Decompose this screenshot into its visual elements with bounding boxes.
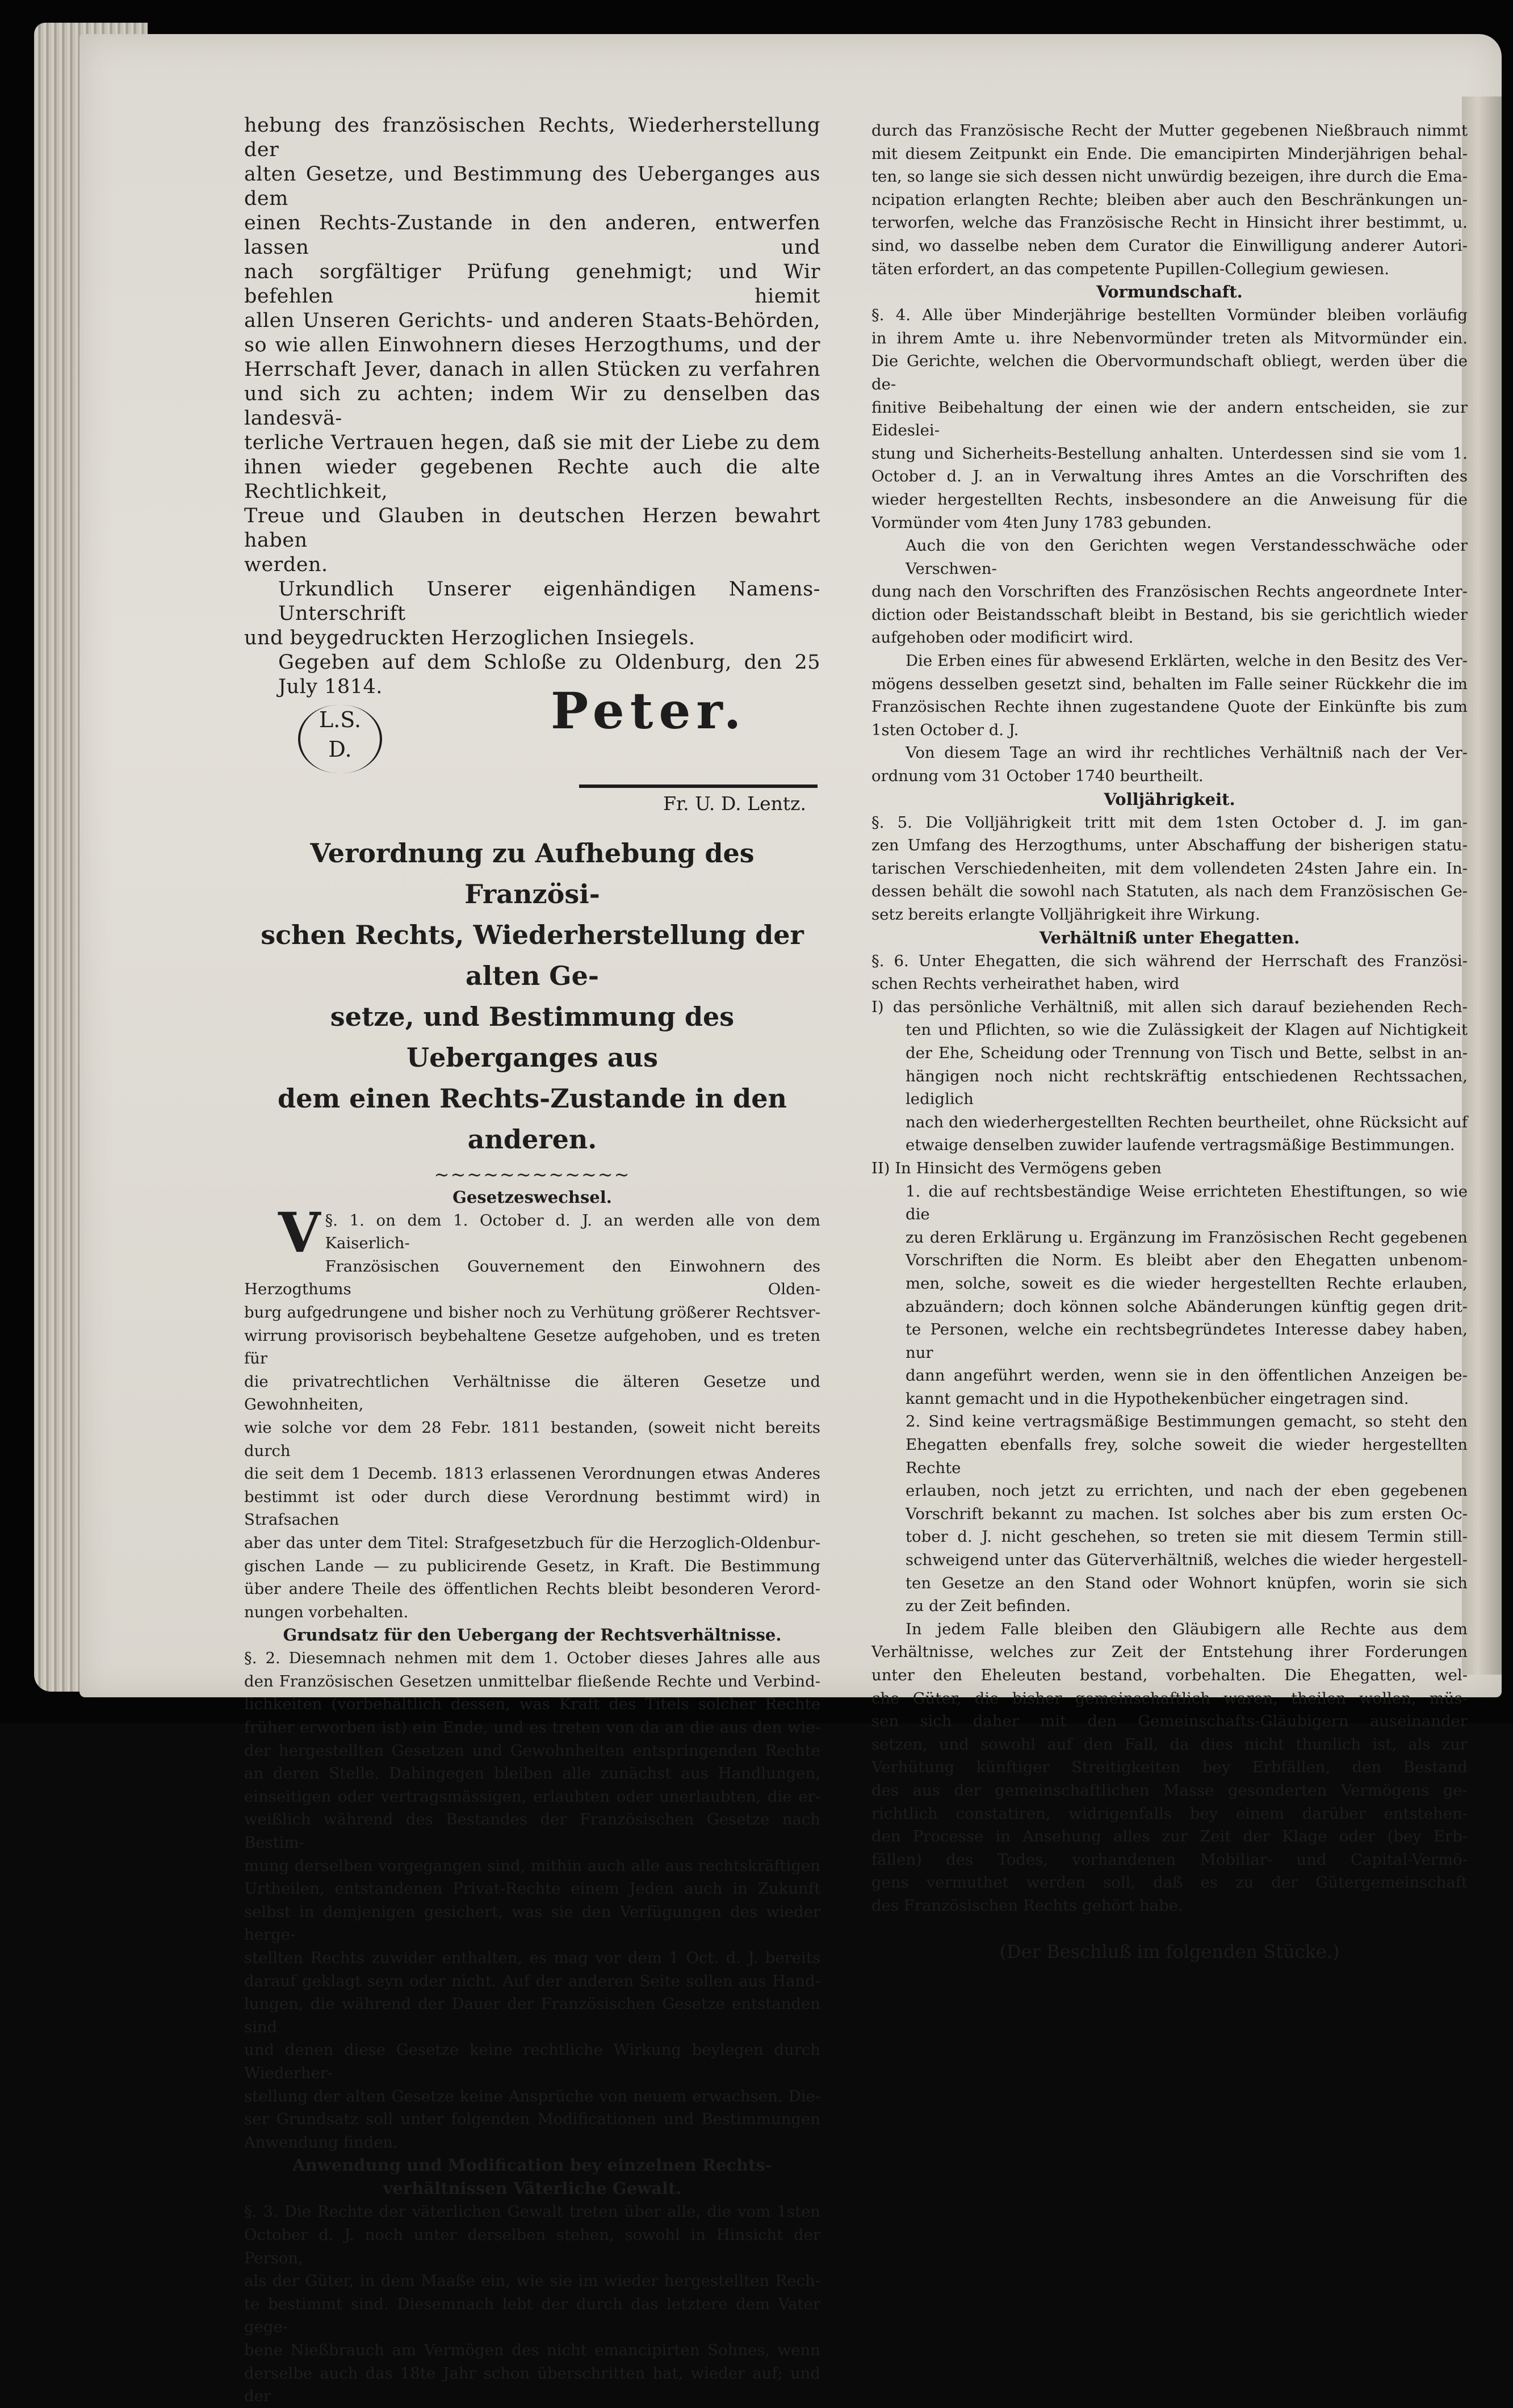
text-line: stung und Sicherheits-Bestellung anhalten. Unterdessen sind sie vom 1. [871, 444, 1468, 463]
text-line: §. 6. Unter Ehegatten, die sich während der Herrschaft des Französi- [871, 951, 1468, 970]
text-line: und beygedruckten Herzoglichen Insiegels. [244, 627, 695, 649]
dated-line: Gegeben auf dem Schloße zu Oldenburg, den 25 July 1814. [278, 651, 820, 698]
text-line: lichkeiten (vorbehältlich dessen, was Kraft des Titels solcher Rechte [244, 1695, 820, 1714]
signature-block [244, 681, 820, 773]
text-line: zu der Zeit befinden. [906, 1597, 1071, 1616]
text-line: bene Nießbrauch am Vermögen des nicht emancipirten Sohnes, wenn [244, 2340, 820, 2359]
title-line: setze, und Bestimmung des Ueberganges aus [330, 1001, 735, 1073]
text-line: te Personen, welche ein rechtsbegründetes Interesse dabey haben, nur [906, 1320, 1468, 1362]
text-line: aber das unter dem Titel: Strafgesetzbuch für die Herzoglich-Oldenbur- [244, 1533, 820, 1552]
text-line: October d. J. noch unter derselben stehen, sowohl in Hinsicht der Person, [244, 2225, 820, 2267]
text-line: dessen behält die sowohl nach Statuten, als nach dem Französischen Ge- [871, 882, 1468, 901]
section-6 [871, 950, 1468, 1918]
text-line: II) In Hinsicht des Vermögens geben [871, 1159, 1162, 1177]
text-line: wieder hergestellten Rechts, insbesondere an die Anweisung für die [871, 490, 1468, 509]
text-line: 1. die auf rechtsbeständige Weise errichteten Ehestiftungen, so wie die [906, 1182, 1468, 1224]
text-line: terliche Vertrauen hegen, daß sie mit der Liebe zu dem [244, 431, 820, 454]
text-line: aufgehoben oder modificirt wird. [871, 628, 1134, 647]
text-line: den Processe in Ansehung alles zur Zeit der Klage oder (bey Erb- [871, 1827, 1468, 1846]
text-line: Verhältnisse, welches zur Zeit der Entstehung ihrer Forderungen [871, 1643, 1468, 1662]
text-line: men, solche, soweit es die wieder hergestellten Rechte erlauben, [906, 1274, 1468, 1293]
text-line: Ehegatten ebenfalls frey, solche soweit die wieder hergestellten Rechte [906, 1436, 1468, 1477]
text-line: des aus der gemeinschaftlichen Masse gesonderten Vermögens ge- [871, 1781, 1468, 1799]
text-line: ten und Pflichten, so wie die Zulässigkeit der Klagen auf Nichtigkeit [906, 1021, 1468, 1039]
signature-rule [579, 785, 818, 788]
text-line: Urkundlich Unserer eigenhändigen Namens-Unterschrift [278, 578, 820, 625]
text-line: werden. [244, 553, 328, 576]
left-column [244, 114, 820, 2408]
section-4 [871, 304, 1468, 787]
text-line: Französischen Gouvernement den Einwohnern des Herzogthums Olden- [244, 1257, 820, 1299]
text-line: te bestimmt sind. Diesemnach lebt der durch das letztere dem Vater gege- [244, 2294, 820, 2336]
text-line: Vormünder vom 4ten Juny 1783 gebunden. [871, 513, 1212, 532]
seal-mark [298, 705, 382, 773]
text-line: Herrschaft Jever, danach in allen Stücken zu verfahren [244, 358, 820, 381]
text-line: ihnen wieder gegebenen Rechte auch die alte Rechtlichkeit, [244, 456, 820, 503]
text-line: hebung des französischen Rechts, Wiederherstellung der [244, 114, 820, 161]
section-heading: Vormundschaft. [1096, 282, 1243, 302]
text-line: §. 2. Diesemnach nehmen mit dem 1. October dieses Jahres alle aus [244, 1649, 820, 1668]
text-line: als der Güter, in dem Maaße ein, wie sie im wieder hergestellten Rech- [244, 2272, 820, 2290]
text-line: §. 4. Alle über Minderjährige bestellten Vormünder bleiben vorläufig [871, 306, 1468, 325]
text-line: setz bereits erlangte Volljährigkeit ihre Wirkung. [871, 905, 1260, 924]
text-line: dung nach den Vorschriften des Französischen Rechts angeordnete Inter- [871, 582, 1468, 601]
text-line: selbst in demjenigen gesichert, was sie den Verfügungen des wieder herge- [244, 1902, 820, 1944]
text-line: Die Erben eines für abwesend Erklärten, welche in den Besitz des Ver- [906, 652, 1468, 670]
text-line: mit diesem Zeitpunkt ein Ende. Die emancipirten Minderjährigen behal- [871, 144, 1468, 163]
title-line: Verordnung zu Aufhebung des Französi- [310, 837, 755, 909]
section-1 [244, 1200, 820, 1624]
text-line: täten erfordert, an das competente Pupillen-Collegium gewiesen. [871, 259, 1389, 278]
text-line: finitive Beibehaltung der einen wie der andern entscheiden, sie zur Eideslei- [871, 398, 1468, 440]
text-line: über andere Theile des öffentlichen Rechts bleibt besonderen Verord- [244, 1580, 820, 1599]
text-line: Die Gerichte, welchen die Obervormundschaft obliegt, werden über die de- [871, 352, 1468, 393]
text-line: I) das persönliche Verhältniß, mit allen sich darauf beziehenden Rech- [871, 997, 1468, 1016]
section-heading: Anwendung und Modification bey einzelnen Rechts- [292, 2155, 772, 2175]
countersignature: Fr. U. D. Lentz. [663, 792, 806, 815]
ornament-divider: ~~~~~~~~~~~~ [434, 1163, 631, 1185]
decree-title [244, 833, 820, 1160]
text-line: nungen vorbehalten. [244, 1602, 409, 1621]
text-line: Französischen Rechte ihnen zugestandene Quote der Einkünfte bis zum [871, 698, 1468, 716]
text-line: des Französischen Rechts gehört habe. [871, 1896, 1183, 1915]
seal-text: D. [328, 737, 352, 762]
text-line: schweigend unter das Güterverhältniß, welches die wieder hergestell- [906, 1551, 1468, 1570]
section-heading: Gesetzeswechsel. [452, 1187, 612, 1207]
section-heading: verhältnissen Väterliche Gewalt. [383, 2179, 682, 2199]
text-line: der Ehe, Scheidung oder Trennung von Tisch und Bette, selbst in an- [906, 1043, 1468, 1062]
text-line: §. 3. Die Rechte der väterlichen Gewalt treten über alle, die vom 1sten [244, 2203, 820, 2221]
continuation-note: (Der Beschluß im folgenden Stücke.) [999, 1940, 1340, 1962]
text-line: Vorschriften die Norm. Es bleibt aber den Ehegatten unbenom- [906, 1251, 1468, 1270]
text-line: einen Rechts-Zustande in den anderen, entwerfen lassen und [244, 212, 820, 259]
seal-text: L.S. [318, 707, 362, 732]
text-line: erlauben, noch jetzt zu errichten, und nach der eben gegebenen [906, 1482, 1468, 1500]
text-line: ten, so lange sie sich dessen nicht unwürdig bezeigen, ihre durch die Ema- [871, 167, 1468, 186]
title-line: dem einen Rechts-Zustande in den anderen. [278, 1083, 787, 1155]
text-line: Von diesem Tage an wird ihr rechtliches Verhältniß nach der Ver- [906, 744, 1468, 762]
text-line: allen Unseren Gerichts- und anderen Staats-Behörden, [244, 309, 820, 332]
text-line: In jedem Falle bleiben den Gläubigern alle Rechte aus dem [906, 1620, 1468, 1638]
text-line: tober d. J. nicht geschehen, so treten sie mit diesem Termin still- [906, 1528, 1468, 1546]
text-line: sen sich daher mit den Gemeinschafts-Gläubigern auseinander [871, 1712, 1468, 1731]
text-line: stellung der alten Gesetze keine Ansprüche von neuem erwachsen. Die- [244, 2087, 820, 2105]
text-line: setzen, und sowohl auf den Fall, da dies nicht thunlich ist, als zur [871, 1735, 1468, 1753]
text-line: Vorschrift bekannt zu machen. Ist solches aber bis zum ersten Oc- [906, 1504, 1468, 1523]
text-line: ten Gesetze an den Stand oder Wohnort knüpfen, worin sie sich [906, 1574, 1468, 1592]
text-line: Urtheilen, entstandenen Privat-Rechte einem Jeden auch in Zukunft [244, 1880, 820, 1898]
text-line: §. 5. Die Volljährigkeit tritt mit dem 1sten October d. J. im gan- [871, 813, 1468, 832]
text-line: §. 1. on dem 1. October d. J. an werden alle von dem Kaiserlich- [325, 1211, 820, 1253]
text-line: bestimmt ist oder durch diese Verordnung bestimmt wird) in Strafsachen [244, 1487, 820, 1529]
text-line: 1sten October d. J. [871, 720, 1019, 739]
text-line: zu deren Erklärung u. Ergänzung im Französischen Recht gegebenen [906, 1228, 1468, 1247]
text-line: die privatrechtlichen Verhältnisse die älteren Gesetze und Gewohnheiten, [244, 1372, 820, 1414]
text-line: schen Rechts verheirathet haben, wird [871, 975, 1180, 993]
text-line: durch das Französische Recht der Mutter gegebenen Nießbrauch nimmt [871, 121, 1468, 140]
text-line: der hergestellten Gesetzen und Gewohnheiten entspringenden Rechte [244, 1741, 820, 1760]
text-line: wie solche vor dem 28 Febr. 1811 bestanden, (soweit nicht bereits durch [244, 1418, 820, 1460]
text-line: die seit dem 1 Decemb. 1813 erlassenen Verordnungen etwas Anderes [244, 1465, 820, 1483]
text-line: abzuändern; doch können solche Abänderungen künftig gegen drit- [906, 1297, 1468, 1316]
signer-name: Peter. [551, 681, 747, 740]
text-line: gischen Lande — zu publicirende Gesetz, in Kraft. Die Bestimmung [244, 1557, 820, 1575]
text-line: dann angeführt werden, wenn sie in den öffentlichen Anzeigen be- [906, 1366, 1468, 1385]
right-column [871, 119, 1468, 1963]
text-line: nach sorgfältiger Prüfung genehmigt; und Wir befehlen hiemit [244, 261, 820, 308]
text-line: hängigen noch nicht rechtskräftig entschiedenen Rechtssachen, lediglich [906, 1067, 1468, 1109]
text-line: etwaige denselben zuwider laufende vertragsmäßige Bestimmungen. [906, 1136, 1455, 1155]
text-line: lungen, die während der Dauer der Französischen Gesetze entstanden sind [244, 1995, 820, 2036]
section-3-continued [871, 119, 1468, 280]
text-line: einseitigen oder vertragsmässigen, erlaubten oder unerlaubten, die er- [244, 1787, 820, 1806]
text-line: unter den Eheleuten bestand, vorbehalten. Die Ehegatten, wel- [871, 1666, 1468, 1684]
text-line: und denen diese Gesetze keine rechtliche Wirkung beylegen durch Wiederher- [244, 2041, 820, 2082]
text-line: derselbe auch das 18te Jahr schon überschritten hat, wieder auf; und der [244, 2364, 820, 2406]
text-line: früher erworben ist) ein Ende, und es treten von da an die aus den wie- [244, 1718, 820, 1737]
text-line: gens vermuthet werden soll, daß es zu der Gütergemeinschaft [871, 1873, 1468, 1892]
section-heading: Volljährigkeit. [1104, 789, 1235, 809]
text-line: burg aufgedrungene und bisher noch zu Verhütung größerer Rechtsver- [244, 1303, 820, 1322]
text-line: Verhütung künftiger Streitigkeiten bey Erbfällen, den Bestand [871, 1758, 1468, 1777]
text-line: nach den wiederhergestellten Rechten beurtheilet, ohne Rücksicht auf [906, 1113, 1468, 1131]
right-page-edge [1462, 97, 1502, 1675]
section-5 [871, 811, 1468, 926]
section-2 [244, 1647, 820, 2154]
text-line: in ihrem Amte u. ihre Nebenvormünder treten als Mitvormünder ein. [871, 329, 1468, 347]
text-line: tarischen Verschiedenheiten, mit dem vollendeten 24sten Jahre ein. In- [871, 859, 1468, 878]
text-line: mögens desselben gesetzt sind, behalten im Falle seiner Rückkehr die im [871, 674, 1468, 693]
text-line: Anwendung finden. [244, 2133, 398, 2151]
text-line: 2. Sind keine vertragsmäßige Bestimmungen gemacht, so steht den [906, 1412, 1468, 1431]
text-line: kannt gemacht und in die Hypothekenbücher eingetragen sind. [906, 1389, 1409, 1408]
text-line: stellten Rechts zuwider enthalten, es mag vor dem 1 Oct. d. J. bereits [244, 1949, 820, 1967]
text-line: fällen) des Todes, vorhandenen Mobiliar- und Capital-Vermö- [871, 1850, 1468, 1869]
text-line: den Französischen Gesetzen unmittelbar fließende Rechte und Verbind- [244, 1672, 820, 1690]
text-line: mung derselben vorgegangen sind, mithin auch alle aus rechtskräftigen [244, 1856, 820, 1875]
text-line: alten Gesetze, und Bestimmung des Ueberganges aus dem [244, 163, 820, 210]
text-line: sind, wo dasselbe neben dem Curator die Einwilligung anderer Autori- [871, 236, 1468, 255]
text-line: ncipation erlangten Rechte; bleiben aber auch den Beschränkungen un- [871, 190, 1468, 209]
text-line: terworfen, welche das Französische Recht in Hinsicht ihrer bestimmt, u. [871, 213, 1468, 232]
text-line: darauf geklagt seyn oder nicht. Auf der anderen Seite sollen aus Hand- [244, 1971, 820, 1990]
section-heading: Verhältniß unter Ehegatten. [1039, 928, 1300, 947]
section-heading: Grundsatz für den Uebergang der Rechtsverhältnisse. [283, 1625, 782, 1645]
text-line: ser Grundsatz soll unter folgenden Modificationen und Bestimmungen [244, 2110, 820, 2129]
text-line: und sich zu achten; indem Wir zu denselben das landesvä- [244, 383, 820, 430]
text-line: weißlich während des Bestandes der Französischen Gesetze nach Bestim- [244, 1810, 820, 1852]
text-line: so wie allen Einwohnern dieses Herzogthums, und der [244, 334, 820, 356]
drop-capital: V [278, 1200, 321, 1265]
text-line: Auch die von den Gerichten wegen Verstandesschwäche oder Verschwen- [906, 536, 1468, 578]
text-line: wirrung provisorisch beybehaltene Gesetze aufgehoben, und es treten für [244, 1326, 820, 1368]
text-line: ordnung vom 31 October 1740 beurtheilt. [871, 767, 1204, 786]
text-line: zen Umfang des Herzogthums, unter Abschaffung der bisherigen statu- [871, 836, 1468, 855]
section-3 [244, 2200, 820, 2407]
text-line: richtlich constatiren, widrigenfalls bey einem darüber entstehen- [871, 1804, 1468, 1823]
title-line: schen Rechts, Wiederherstellung der alten Ge- [261, 919, 804, 991]
text-line: Treue und Glauben in deutschen Herzen bewahrt haben [244, 505, 820, 552]
text-line: diction oder Beistandsschaft bleibt in Bestand, bis sie gerichtlich wieder [871, 605, 1468, 624]
intro-paragraph [244, 114, 820, 699]
text-line: che Güter, die bisher gemeinschaftlich waren, theilen wollen, müs- [871, 1689, 1468, 1708]
text-line: an deren Stelle. Dahingegen bleiben alle zunächst aus Handlungen, [244, 1764, 820, 1783]
text-line: October d. J. an in Verwaltung ihres Amtes an die Vorschriften des [871, 467, 1468, 486]
